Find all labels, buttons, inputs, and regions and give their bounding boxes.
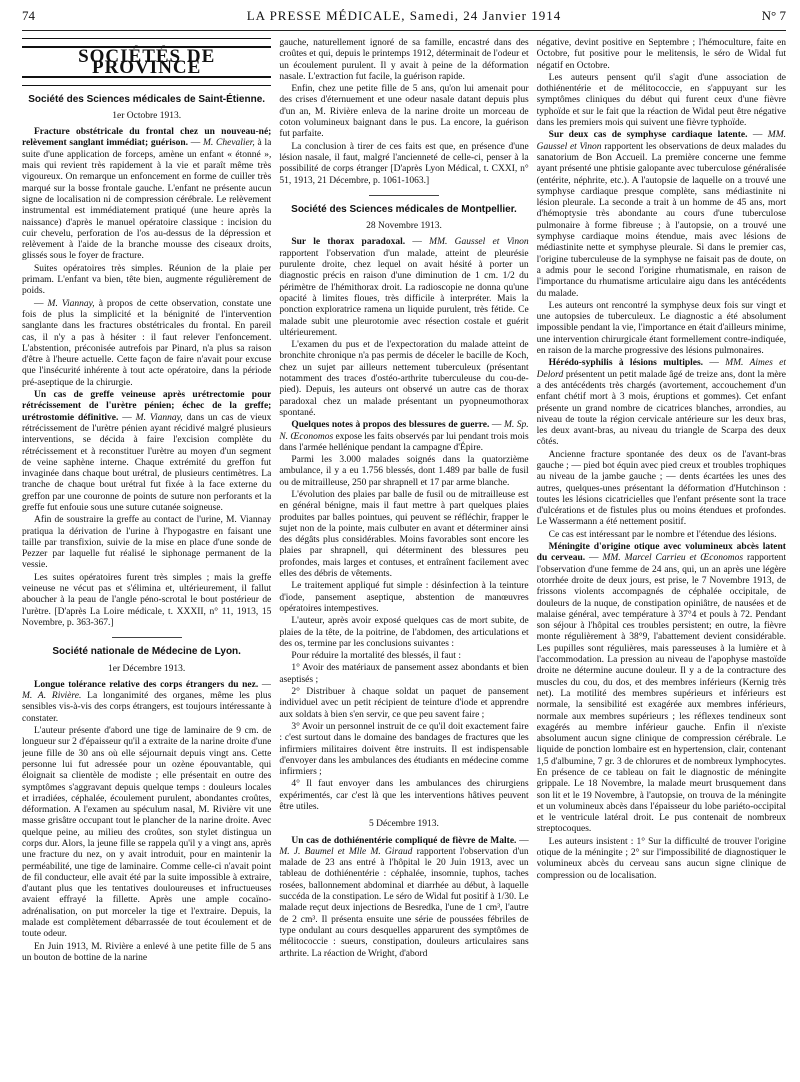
paragraph: Les auteurs pensent qu'il s'agit d'une association de dothiénentérie et de mélitococcie, en s'appuyant sur les symptômes cliniques du début qui furent ceux d'une fièvre typhoïde et sur le fait que la réaction de Widal peut être négative dans les premiers mois qui suivent une fièvre typhoïde.: [536, 72, 786, 129]
report-title: Longue tolérance relative des corps étrangers du nez.: [34, 679, 259, 690]
list-item: 4° Il faut envoyer dans les ambulances des chirurgiens expérimentés, car c'est là que les interventions hâtives peuvent être utiles.: [279, 779, 529, 812]
report-text: rapportent l'observation d'un malade, atteint de pleurésie purulente droite, chez lequel on avait hésité à porter un diagnostic précis en raison d'une diminution de 1 cm. 1/2 du périmètre de l'hémithorax droit. La radioscopie ne donna qu'une opacité à limites floues, très difficile à interpréter. Mais la ponction exploratrice ramena un liquide purulent, très fétide. Ce malade subit une pleurotomie avec résection costale et guérit ultérieurement.: [279, 248, 529, 338]
column-2: [279, 38, 528, 1082]
banner-frame: [22, 38, 271, 86]
paragraph: Les auteurs ont rencontré la symphyse deux fois sur vingt et une autopsies de tuberculeux. Le diagnostic a été absolument impossible pendant la vie, l'importance en était d'ailleurs minime, une intervention chirurgicale étant formellement contre-indiquée, en raison de la marche progressive des lésions pulmonaires.: [536, 300, 786, 357]
column-1: [22, 38, 271, 1082]
report-author: MM. Gaussel et Vinon: [429, 237, 529, 248]
report-text: dans un cas de vieux rétrécissement de l'urètre pénien ayant récidivé malgré plusieurs interventions, se décida à faire l'excision complète du rétrécissement et à reconstituer l'urètre au moyen d'un segment de veine saphène interne. Chaque extrémité du greffon fut invaginée dans chaque bout urétral, de plusieurs centimètres. La tranche de chaque bout urétral fut fixée à la face externe du greffon par une couronne de points de suture non perforants et la greffe fut enfouie sous une suture cutanée soigneuse.: [22, 412, 272, 513]
report-text: expose les faits observés par lui pendant trois mois dans l'armée hellénique pendant la campagne d'Épire.: [279, 431, 529, 453]
section-banner: SOCIÉTÉS DE PROVINCE: [22, 46, 271, 78]
paragraph: Suites opératoires très simples. Réunion de la plaie per primam. L'enfant va bien, tête bien, augmente régulièrement de poids.: [22, 263, 272, 297]
society-heading: Société nationale de Médecine de Lyon.: [52, 646, 241, 658]
report-title: Un cas de dothiénentérie compliqué de fièvre de Malte.: [291, 835, 517, 846]
report-text: La longanimité des organes, même les plus sensibles vis-à-vis des corps étrangers, est toujours intéressante à constater.: [22, 691, 272, 724]
report-author: M. Viannay,: [135, 412, 183, 423]
society-heading: Société des Sciences médicales de Saint-Étienne.: [28, 93, 266, 105]
report-author: MM. Aimes et Delord: [536, 358, 786, 380]
report-author: M. J. Baumel et Mlle M. Giraud: [279, 846, 413, 857]
report-title: Fracture obstétricale du frontal chez un nouveau-né; relèvement sanglant immédiat; guérison.: [22, 127, 272, 149]
report-paragraph: Longue tolérance relative des corps étrangers du nez. — M. A. Rivière. La longanimité des organes, même les plus sensibles vis-à-vis des corps étrangers, est toujours intéressante à constater.: [22, 679, 272, 724]
paragraph: gauche, naturellement ignoré de sa famille, encastré dans des croûtes et qui, depuis le printemps 1912, déterminait de l'odeur et un écoulement purulent. Il y avait à peine de la déformation nasale. L'extraction fut facile, la guérison rapide.: [279, 38, 529, 82]
report-title: Quelques notes à propos des blessures de guerre.: [291, 420, 490, 431]
paragraph: L'auteur, après avoir exposé quelques cas de mort subite, de plaies de la tête, de la poitrine, de l'abdomen, des articulations et des os, termine par les conclusions suivantes :: [279, 616, 529, 649]
paragraph: Le traitement appliqué fut simple : désinfection à la teinture d'iode, pansement aseptique, abstention de manœuvres opératoires intempestives.: [279, 581, 529, 614]
report-title: Sur le thorax paradoxal.: [291, 237, 406, 248]
report-text: rapportent les observations de deux malades du sanatorium de Bon Accueil. La première concerne une femme ayant présenté une phtisie galopante avec tuberculose généralisée (entérite, néphrite, etc.). A l'autopsie de laquelle on a trouvé une symphyse cardiaque presque complète, sans médiastinite ni lésion pleurale. La seconde a trait à un homme de 45 ans, mort d'hémoptysie très abondante au cours d'une tuberculose pulmonaire à forme fibreuse ; à l'autopsie, on a trouvé une symphyse cardiaque moins étendue, mais avec lésions de médiastinite nette et symphyse pleurale. Si dans le premier cas, l'origine tuberculeuse de la symphyse ne faisait pas de doute, on a admis pour le second l'origine rhumatismale, en raison de l'importance du rhumatisme articulaire aigu dans les antécédents du malade.: [536, 141, 786, 299]
paragraph: En Juin 1913, M. Rivière a enlevé à une petite fille de 5 ans un bouton de bottine de la narine: [22, 941, 272, 963]
list-item: 3° Avoir un personnel instruit de ce qu'il doit exactement faire : c'est surtout dans le domaine des bandages de fractures que les infirmiers militaires doivent être instruits. Il est indispensable d'envoyer dans les ambulances des étudiants en médecine comme infirmiers ;: [279, 721, 529, 778]
list-item: 2° Distribuer à chaque soldat un paquet de pansement individuel avec un petit récipient de teinture d'iode et apprendre aux soldats à bien s'en servir, ce que peu savent faire ;: [279, 687, 529, 720]
running-header: [22, 8, 786, 31]
report-title: Sur deux cas de symphyse cardiaque latente.: [548, 130, 748, 141]
report-author: M. Chevalier,: [203, 138, 255, 149]
paragraph: Enfin, chez une petite fille de 5 ans, qu'on lui amenait pour des crises d'éternuement et une odeur nasale datant depuis plus d'un an, M. Rivière enleva de la narine droite un morceau de coton volumineux baignant dans le pus. La encore, la guérison fut parfaite.: [279, 84, 529, 140]
session-date: 5 Décembre 1913.: [369, 819, 439, 830]
report-author: M. A. Rivière.: [22, 691, 82, 702]
report-text: rapportent l'observation d'une femme de 24 ans, qui, un an après une légère otorrhée droite de deux jours, est prise, le 7 Novembre 1913, de frissons violents accompagnés de céphalée occipitale, de douleurs de la nuque, de constipation opiniâtre, de nausées et de malaise général, avec température à 37°4 et pouls à 72. Pendant son séjour à l'hôpital ces troubles persistent; en outre, la fièvre monte régulièrement à 38°9, l'abattement devient considérable. Les pupilles sont régulières, mais paresseuses à la lumière et à l'accommodation. La pression au niveau de l'apophyse mastoïde droite ne détermine aucune douleur. Il y a de la contracture des muscles du cou, du dos, et des membres inférieurs (Kernig très net). La motilité des membres supérieurs et inférieurs est normale, la sensibilité est exagérée aux membres inférieurs, normale aux membres supérieurs ; les réflexes tendineux sont exagérés au membre inférieur gauche. Enfin il n'existe absolument aucun signe clinique de compression cérébrale. Le liquide de ponction lombaire est en hypertension, clair, contenant 1,5 d'albumine, 7 gr. 3 de chlorures et de nombreux lymphocytes. En présence de ce tableau on fait le diagnostic de méningite grippale. Le 18 Novembre, la malade meurt brusquement dans son lit et le 19 Novembre, à l'autopsie, on trouva de la méningite et un volumineux abcès dans l'épaisseur du lobe pariéto-occipital et le ventricule latéral droit. Le pus contenait de nombreux streptocoques.: [536, 553, 786, 835]
paragraph: Ancienne fracture spontanée des deux os de l'avant-bras gauche ; — pied bot équin avec pied creux et troubles trophiques au niveau de la jambe gauche ; — dents écartées les unes des autres, quelques-unes présentant la déformation d'Hutchinson : toutes les lésions cicatricielles que l'enfant présente sont la trace d'ulcérations et de fistules plus ou moins étendues et profondes. Le Wassermann a été nettement positif.: [536, 449, 786, 528]
paragraph: Les auteurs insistent : 1° Sur la difficulté de trouver l'origine otique de la méningite ; 2° sur l'impossibilité de diagnostiquer le volumineux abcès du cerveau sans aucun signe clinique de compression ou de localisation.: [536, 836, 786, 881]
report-paragraph: Sur deux cas de symphyse cardiaque latente. — MM. Gaussel et Vinon rapportent les observations de deux malades du sanatorium de Bon Accueil. La première concerne une femme ayant présenté une phtisie galopante avec tuberculose généralisée (entérite, néphrite, etc.). A l'autopsie de laquelle on a trouvé une symphyse cardiaque presque complète, sans médiastinite ni lésion pleurale. La seconde a trait à un homme de 45 ans, mort d'hémoptysie très abondante au cours d'une tuberculose pulmonaire à forme fibreuse ; à l'autopsie, on a trouvé une symphyse cardiaque moins étendue, mais avec lésions de médiastinite nette et symphyse pleurale. Si dans le premier cas, l'origine tuberculeuse de la symphyse ne faisait pas de doute, on a admis pour le second l'origine rhumatismale, en raison de l'importance du rhumatisme articulaire aigu dans les antécédents du malade.: [536, 130, 786, 299]
paragraph: L'auteur présente d'abord une tige de laminaire de 9 cm. de longueur sur 2 d'épaisseur qu'il a extraite de la narine droite d'une jeune fille de 30 ans où elle séjournait depuis vingt ans. Cette personne lui fut adressée pour un ozène épouvantable, qui éloignait sa clientèle de modiste ; elle présentait en outre des symptômes s'aggravant depuis quelque temps : douleurs locales et irradiées, céphalée, écoulement purulent, abondantes croûtes, déformation. A l'examen au spéculum nasal, M. Rivière vit une masse grisâtre occupant tout le plancher de la narine droite. Avec quelque peine, au milieu des croûtes, son stylet distingua un corps dur. Alors, la jeune fille se rappela qu'il y a vingt ans, après une fracture du nez, on y avait introduit, pour en maintenir la perméabilité, une tige de laminaire. Comme celle-ci n'avait point de fil conducteur, elle avait été par la suite impossible à extraire, d'autant plus que les tentatives douloureuses et infructueuses avaient effrayé la fillette. Après une ample cocaïno-adrénalisation, on put morceler la tige et l'extraire. Depuis, la malade est complètement débarrassée de tout écoulement et de toute odeur.: [22, 726, 272, 940]
society-heading: Société des Sciences médicales de Montpellier.: [291, 203, 517, 215]
report-author: M. Sp. N. Œconomos: [279, 420, 529, 442]
paragraph: négative, devint positive en Septembre ; l'hémoculture, faite en Octobre, fut positive pour le melitensis, le séro de Widal fut négatif en Octobre.: [536, 38, 786, 71]
session-date: 1er Octobre 1913.: [112, 110, 182, 121]
report-paragraph: Quelques notes à propos des blessures de guerre. — M. Sp. N. Œconomos expose les faits observés par lui pendant trois mois dans l'armée hellénique pendant la campagne d'Épire.: [279, 420, 529, 453]
report-paragraph: Méningite d'origine otique avec volumineux abcès latent du cerveau. — MM. Marcel Carrieu et Œconomos rapportent l'observation d'une femme de 24 ans, qui, un an après une légère otorrhée droite de deux jours, est prise, le 7 Novembre 1913, de frissons violents accompagnés de céphalée occipitale, de douleurs de la nuque, de constipation opiniâtre, de nausées et de malaise général, avec température à 37°4 et pouls à 72. Pendant son séjour à l'hôpital ces troubles persistent; en outre, la fièvre monte régulièrement à 38°9, l'abattement devient considérable. Les pupilles sont régulières, mais paresseuses à la lumière et à l'accommodation. La pression au niveau de l'apophyse mastoïde droite ne détermine aucune douleur. Il y a de la contracture des muscles du cou, du dos, et des membres inférieurs (Kernig très net). La motilité des membres supérieurs et inférieurs est normale, la sensibilité est exagérée aux membres inférieurs, normale aux membres supérieurs ; les réflexes tendineux sont exagérés au membre inférieur gauche. Enfin il n'existe absolument aucun signe clinique de compression cérébrale. Le liquide de ponction lombaire est en hypertension, clair, contenant 1,5 d'albumine, 7 gr. 3 de chlorures et de nombreux lymphocytes. En présence de ce tableau on fait le diagnostic de méningite grippale. Le 18 Novembre, la malade meurt brusquement dans son lit et le 19 Novembre, à l'autopsie, on trouva de la méningite et un volumineux abcès dans l'épaisseur du lobe pariéto-occipital et le ventricule latéral droit. Le pus contenait de nombreux streptocoques.: [536, 542, 786, 835]
issue-number: N° 7: [761, 8, 786, 23]
paragraph: Les suites opératoires furent très simples ; mais la greffe veineuse ne vécut pas et s'élimina et, ultérieurement, il fallut aboucher à la peau de l'angle péno-scrotal le bout postérieur de l'urètre. [D'après La Loire médicale, t. XXXII, n° 11, 1913, 15 Novembre, p. 363-367.]: [22, 572, 272, 628]
session-date: 1er Décembre 1913.: [108, 663, 186, 674]
report-text: à la suite d'une application de forceps, amène un enfant « étonné », mais qui revient très rapidement à la vie et paraît même très vigoureux. On remarque un enfoncement en forme de cuiller très marqué sur la bosse frontale gauche. L'enfant ne présente aucun signe de localisation ni de compression cérébrale. Le relèvement instrumental est immédiatement pratiqué (une heure après la naissance) d'après le manuel opératoire classique : incision du cuir chevelu, perforation de l'os au-dessus de la dépression et relèvement à l'aide de la branche mousse des ciseaux droits, glissés sous le foyer de fracture.: [22, 138, 272, 262]
list-item: 1° Avoir des matériaux de pansement assez abondants et bien aseptisés ;: [279, 663, 529, 685]
session-date: 28 Novembre 1913.: [366, 221, 442, 232]
paragraph: L'évolution des plaies par balle de fusil ou de mitrailleuse est en général bénigne, mais il faut mettre à part quelques plaies produites par balles pointues, qui peuvent se réfléchir, frapper le sujet non de la pointe, mais culbuter en avant et déterminer ainsi des dégâts plus considérables. Moins favorables sont encore les plaies par shrapnell, qui déterminent des blessures peu profondes, mais larges et contuses, et entraînent facilement avec elles des débris de vêtements.: [279, 489, 529, 580]
paragraph: Ce cas est intéressant par le nombre et l'étendue des lésions.: [548, 529, 777, 540]
report-paragraph: — M. Viannay, à propos de cette observation, constate une fois de plus la simplicité et la bénignité de l'intervention sanglante dans les fractures obstétricales du frontal. En pareil cas, il n'y a pas à hésiter : il faut relever l'enfoncement. L'abstention, préconisée autrefois par Pinard, n'a plus sa raison d'être à l'heure actuelle. Cette façon de faire n'avait pour excuse que l'insécurité inhérente à tout acte opératoire, dans la période pré-aseptique de la chirurgie.: [22, 298, 272, 388]
report-title: Méningite d'origine otique avec volumineux abcès latent du cerveau.: [536, 542, 786, 564]
report-text: à propos de cette observation, constate une fois de plus la simplicité et la bénignité de l'intervention sanglante dans les fractures obstétricales du frontal. En pareil cas, il n'y a pas à hésiter : il faut relever l'enfoncement. L'abstention, préconisée autrefois par Pinard, n'a plus sa raison d'être à l'heure actuelle. Cette façon de faire n'avait pour excuse que l'insécurité inhérente à tout acte opératoire, dans la période pré-aseptique de la chirurgie.: [22, 298, 272, 388]
report-text: présentent un petit malade âgé de treize ans, dont la mère a des antécédents très chargés (avortement, accouchement d'un enfant chétif mort à 3 mois, éruptions et gommes). Cet enfant présente un grand nombre de cicatrices blanches, arrondies, au niveau de toute la région cervicale antérieure sur les deux bras, les deux avant-bras, au niveau du triangle de Scarpa des deux côtés.: [536, 369, 786, 448]
report-paragraph: Un cas de dothiénentérie compliqué de fièvre de Malte. — M. J. Baumel et Mlle M. Giraud rapportent l'observation d'un malade de 23 ans entré à l'hôpital le 20 Juin 1913, avec un tableau de dothiénentérie : céphalée, insomnie, tuphos, taches rosées, ballonnement abdominal et diarrhée au début, à laquelle succéda de la constipation. Le séro de Widal fut positif à 1/30. Le malade reçut deux injections de Besredka, l'une de 1 cm³, l'autre de 2 cm³. Il présenta ensuite une série de poussées fébriles de type ondulant au cours desquelles apparurent des symptômes de mélitococcie : sueurs, constipation, douleurs articulaires sans arthrite. La réaction de Wright, d'abord: [279, 835, 529, 959]
report-text: rapportent l'observation d'un malade de 23 ans entré à l'hôpital le 20 Juin 1913, avec un tableau de dothiénentérie : céphalée, insomnie, tuphos, taches rosées, ballonnement abdominal et diarrhée au début, à laquelle succéda de la constipation. Le séro de Widal fut positif à 1/30. Le malade reçut deux injections de Besredka, l'une de 1 cm³, l'autre de 2 cm³. Il présenta ensuite une série de poussées fébriles de type ondulant au cours desquelles apparurent des symptômes de mélitococcie : sueurs, constipation, douleurs articulaires sans arthrite. La réaction de Wright, d'abord: [279, 846, 529, 959]
report-paragraph: Fracture obstétricale du frontal chez un nouveau-né; relèvement sanglant immédiat; guérison. — M. Chevalier, à la suite d'une application de forceps, amène un enfant « étonné », mais qui revient très rapidement à la vie et paraît même très vigoureux. On remarque un enfoncement en forme de cuiller très marqué sur la bosse frontale gauche. L'enfant ne présente aucun signe de localisation ni de compression cérébrale. Le relèvement instrumental est immédiatement pratiqué (une heure après la naissance) d'après le manuel opératoire classique : incision du cuir chevelu, perforation de l'os au-dessus de la dépression et relèvement à l'aide de la branche mousse des ciseaux droits, glissés sous le foyer de fracture.: [22, 127, 272, 262]
report-paragraph: Sur le thorax paradoxal. — MM. Gaussel et Vinon rapportent l'observation d'un malade, atteint de pleurésie purulente droite, chez lequel on avait hésité à porter un diagnostic précis en raison d'une diminution de 1 cm. 1/2 du périmètre de l'hémithorax droit. La radioscopie ne donna qu'une opacité à limites floues, très difficile à interpréter. Mais la ponction exploratrice ramena un liquide purulent, très fétide. Ce malade subit une pleurotomie avec résection costale et guérit ultérieurement.: [279, 237, 529, 338]
report-author: M. Viannay,: [47, 298, 95, 309]
journal-title: LA PRESSE MÉDICALE, Samedi, 24 Janvier 1914: [246, 8, 562, 23]
article-columns: [22, 38, 786, 1082]
section-divider: [369, 195, 439, 196]
report-author: MM. Marcel Carrieu et Œconomos: [602, 553, 744, 564]
section-divider: [112, 637, 182, 638]
report-paragraph: Un cas de greffe veineuse après urétrectomie pour rétrécissement de l'urètre pénien; échec de la greffe; urétrostomie définitive. — M. Viannay, dans un cas de vieux rétrécissement de l'urètre pénien ayant récidivé malgré plusieurs interventions, se décida à faire l'excision complète du rétrécissement et à reconstituer l'urètre au moyen d'un segment de veine saphène interne. Chaque extrémité du greffon fut invaginée dans chaque bout urétral, de plusieurs centimètres. La tranche de chaque bout urétral fut fixée à la face externe du greffon par une couronne de points de suture non perforants et la greffe fut enfouie sous une suture cutanée soigneuse.: [22, 390, 272, 513]
report-title: Hérédo-syphilis à lésions multiples.: [548, 358, 704, 369]
paragraph: Pour réduire la mortalité des blessés, il faut :: [291, 651, 461, 662]
report-title: Un cas de greffe veineuse après urétrectomie pour rétrécissement de l'urètre pénien; échec de la greffe; urétrostomie définitive.: [22, 390, 272, 423]
paragraph: La conclusion à tirer de ces faits est que, en présence d'une lésion nasale, il faut, malgré l'ancienneté de celle-ci, penser à la possibilité de corps étranger [D'après Lyon Médical, t. CXXI, n° 51, 1913, 21 Décembre, p. 1061-1063.]: [279, 141, 529, 186]
paragraph: Afin de soustraire la greffe au contact de l'urine, M. Viannay pratiqua la dérivation de l'urine à l'hypogastre en faisant une taille par transfixion, suivie de la mise en place d'une sonde de Pezzer par laquelle fut réalisé le siphonage permanent de la vessie.: [22, 515, 272, 571]
report-paragraph: Hérédo-syphilis à lésions multiples. — MM. Aimes et Delord présentent un petit malade âgé de treize ans, dont la mère a des antécédents très chargés (avortement, accouchement d'un enfant chétif mort à 3 mois, éruptions et gommes). Cet enfant présente un grand nombre de cicatrices blanches, arrondies, au niveau de toute la région cervicale antérieure sur les deux bras, les deux avant-bras, au niveau du triangle de Scarpa des deux côtés.: [536, 358, 786, 448]
paragraph: Parmi les 3.000 malades soignés dans la quatorzième ambulance, il y a eu 1.756 blessés, dont 1.489 par balle de fusil ou de mitrailleuse, 250 par shrapnell et 17 par arme blanche.: [279, 455, 529, 488]
page-number: 74: [22, 8, 35, 23]
column-3: [537, 38, 786, 1082]
paragraph: L'examen du pus et de l'expectoration du malade atteint de bronchite chronique n'a pas permis de déceler le bacille de Koch, chez un sujet par ailleurs nettement tuberculeux (présentant notamment des traces d'ostéo-arthrite tuberculeuse du cou-de-pied). Depuis, les auteurs ont observé un autre cas de thorax paradoxal chez un malade présentant un pyopneumothorax spontané.: [279, 340, 529, 418]
report-author: MM. Gaussel et Vinon: [536, 130, 786, 152]
